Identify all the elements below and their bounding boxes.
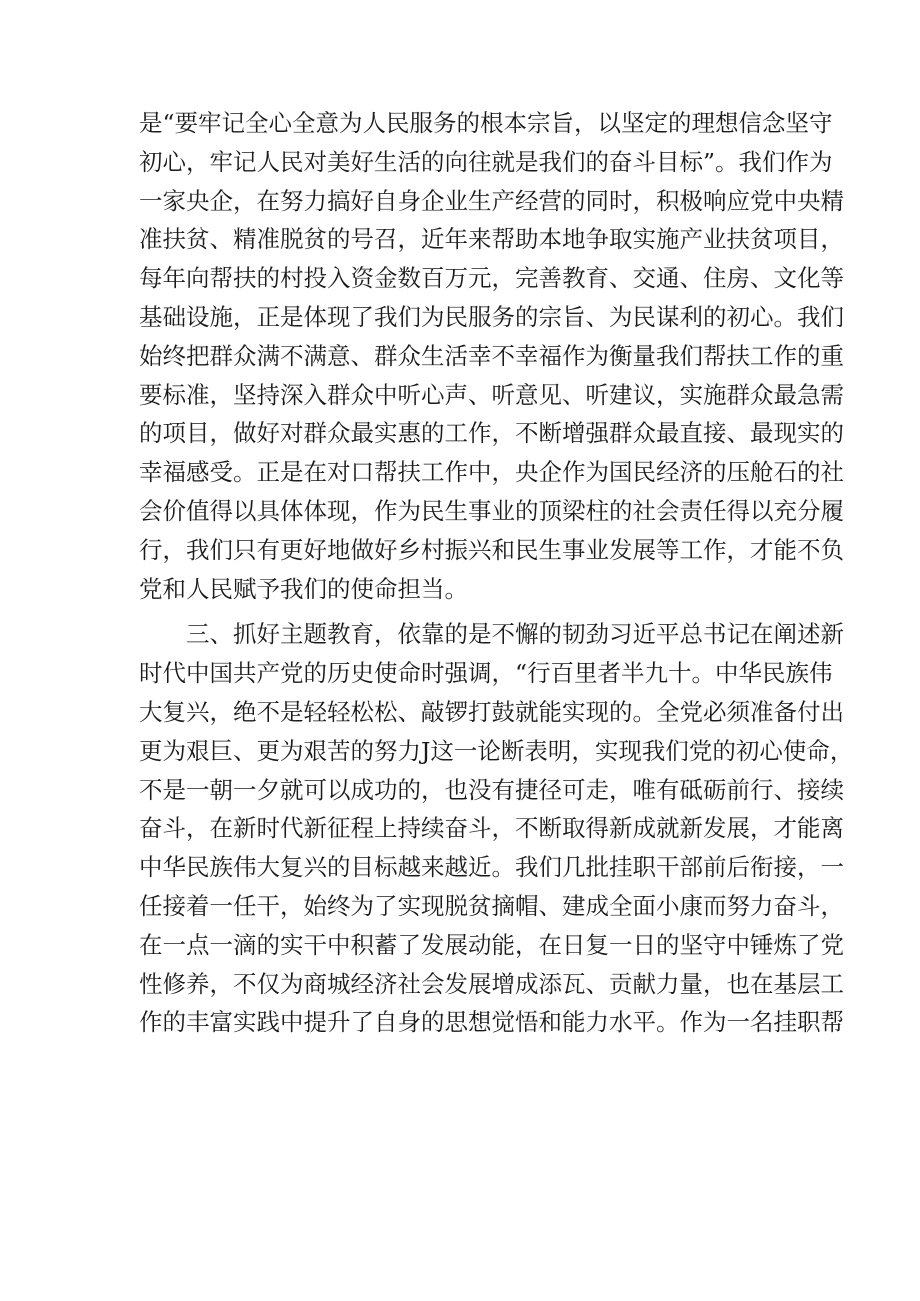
text-line: 三、抓好主题教育，依靠的是不懈的韧劲习近平总书记在阐述新 — [186, 620, 844, 649]
text-line: 任接着一任干，始终为了实现脱贫摘帽、建成全面小康而努力奋斗， — [139, 891, 844, 920]
paragraph-gap — [139, 608, 799, 615]
text-line: 时代中国共产党的历史使命时强调，“行百里者半九十。中华民族伟 — [139, 659, 833, 688]
text-line: 基础设施，正是体现了我们为民服务的宗旨、为民谋利的初心。我们 — [139, 302, 844, 331]
text-line: 大复兴，绝不是轻轻松松、敲锣打鼓就能实现的。全党必须准备付出 — [139, 697, 844, 726]
text-line: 每年向帮扶的村投入资金数百万元，完善教育、交通、住房、文化等 — [139, 264, 844, 293]
text-line: 是“要牢记全心全意为人民服务的根本宗旨，以坚定的理想信念坚守 — [139, 109, 833, 137]
text-line: 奋斗，在新时代新征程上持续奋斗，不断取得新成就新发展，才能离 — [139, 814, 844, 843]
text-line: 会价值得以具体体现，作为民生事业的顶梁柱的社会责任得以充分履 — [139, 496, 844, 525]
text-line: 幸福感受。正是在对口帮扶工作中，央企作为国民经济的压舱石的社 — [139, 458, 844, 487]
text-line: 在一点一滴的实干中积蓄了发展动能，在日复一日的坚守中锤炼了党 — [139, 930, 844, 959]
text-line: 行，我们只有更好地做好乡村振兴和民生事业发展等工作，才能不负 — [139, 535, 844, 564]
text-line: 一家央企，在努力搞好自身企业生产经营的同时，积极响应党中央精 — [139, 186, 844, 215]
text-line: 更为艰巨、更为艰苦的努力J这一论断表明，实现我们党的初心使命， — [139, 736, 854, 765]
text-line: 要标准，坚持深入群众中听心声、听意见、听建议，实施群众最急需 — [139, 380, 844, 409]
text-line: 初心，牢记人民对美好生活的向往就是我们的奋斗目标”。我们作为 — [139, 147, 833, 176]
text-line: 的项目，做好对群众最实惠的工作，不断增强群众最直接、最现实的 — [139, 419, 844, 448]
text-line: 准扶贫、精准脱贫的号召，近年来帮助本地争取实施产业扶贫项目， — [139, 225, 844, 254]
text-line: 不是一朝一夕就可以成功的，也没有捷径可走，唯有砥砺前行、接续 — [139, 775, 844, 804]
text-line: 始终把群众满不满意、群众生活幸不幸福作为衡量我们帮扶工作的重 — [139, 341, 844, 370]
paragraph-2 — [139, 615, 854, 1042]
document-body — [139, 104, 854, 1042]
text-line: 党和人民赋予我们的使命担当。 — [139, 574, 468, 603]
paragraph-1 — [139, 104, 844, 608]
text-line: 作的丰富实践中提升了自身的思想觉悟和能力水平。作为一名挂职帮 — [139, 1008, 844, 1037]
text-line: 性修养，不仅为商城经济社会发展增成添瓦、贡献力量，也在基层工 — [139, 969, 844, 998]
text-line: 中华民族伟大复兴的目标越来越近。我们几批挂职干部前后衔接，一 — [139, 853, 844, 882]
